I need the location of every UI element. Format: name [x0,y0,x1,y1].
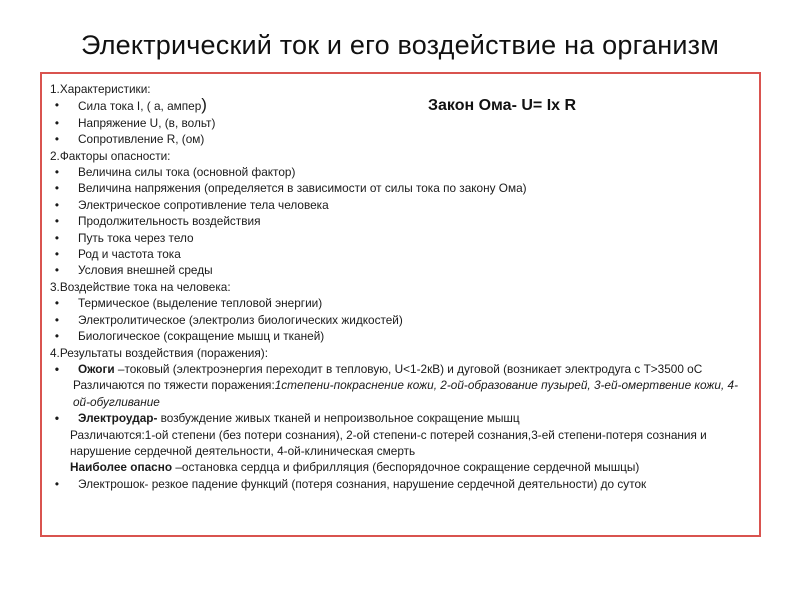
bullet-dot: • [54,411,60,426]
slide-title: Электрический ток и его воздействие на организм [81,30,719,60]
content-box [40,72,761,537]
list-item-shock [48,410,753,426]
list-item-text: Условия внешней среды [78,263,213,278]
list-item [48,262,753,278]
list-item [48,131,753,147]
bullet-dot: • [54,329,60,344]
bullet-dot: • [54,263,60,278]
list-item-electroshock [48,476,753,492]
list-item [48,115,753,131]
list-item [48,328,753,344]
list-item [48,97,753,114]
list-item-text: Биологическое (сокращение мышц и тканей) [78,329,325,344]
bullet-dot: • [54,98,60,113]
list-item-text: Сила тока I, ( а, ампер [78,99,202,114]
list-item-text: Электрическое сопротивление тела человека [78,197,329,212]
list-item-paren: ) [201,95,207,115]
burns-label: Ожоги [78,361,118,376]
list-item-burns [48,361,753,377]
section-4-heading: 4.Результаты воздействия (поражения): [50,345,268,360]
list-item [48,180,753,196]
bullet-dot: • [54,132,60,147]
list-item-text: Электролитическое (электролиз биологических жидкостей) [78,312,403,327]
list-item-text: Род и частота тока [78,247,181,262]
section-3-heading: 3.Воздействие тока на человека: [50,279,231,294]
burns-text: –токовый (электроэнергия переходит в тепловую, U<1-2кВ) и дуговой (возникает электродуга с Т>3500 oC [117,361,703,376]
bullet-dot: • [54,165,60,180]
list-item [48,164,753,180]
list-item [48,295,753,311]
shock-text: возбуждение живых тканей и непроизвольное сокращение мышц [157,411,520,426]
electroshock-text: Электрошок- резкое падение функций (потеря сознания, нарушение сердечной деятельности) до суток [78,476,647,491]
bullet-dot: • [54,476,60,491]
list-item [48,312,753,328]
list-item-text: Путь тока через тело [78,230,194,245]
burn-degrees-lead: Различаются по тяжести поражения: [73,378,275,393]
ohm-law-formula: Закон Ома- U= Iх R [428,97,577,114]
list-item [48,230,753,246]
shock-degrees: Различаются:1-ой степени (без потери сознания), 2-ой степени-с потерей сознания,3-ей степени-потеря сознания и нарушение сердечной деятельности, 4-ой-клиническая смерть [70,427,707,458]
bullet-dot: • [54,197,60,212]
list-item [48,213,753,229]
most-dangerous-text: –остановка сердца и фибрилляция (беспорядочное сокращение сердечной мышцы) [175,460,640,475]
bullet-dot: • [54,214,60,229]
list-item [48,197,753,213]
bullet-dot: • [54,230,60,245]
bullet-dot: • [54,361,60,376]
list-item-text: Продолжительность воздействия [78,214,261,229]
bullet-dot: • [54,115,60,130]
bullet-dot: • [54,312,60,327]
list-item-text: Термическое (выделение тепловой энергии) [78,296,323,311]
burn-degrees [48,377,753,410]
section-2-heading: 2.Факторы опасности: [50,148,171,163]
shock-label: Электроудар- [78,411,158,426]
section-1-heading: 1.Характеристики: [50,82,151,96]
list-item [48,246,753,262]
list-item-text: Напряжение U, (в, вольт) [78,115,216,130]
burn-degrees-italic: 1степени-покраснение кожи, 2-ой-образование пузырей, 3-ей-омертвение кожи, 4-ой-обугливание [73,378,739,409]
bullet-dot: • [54,181,60,196]
most-dangerous [48,459,753,475]
list-item-text: Сопротивление R, (ом) [78,132,205,147]
most-dangerous-label: Наиболее опасно [70,460,176,475]
list-item-text: Величина напряжения (определяется в зависимости от силы тока по закону Ома) [78,181,527,196]
bullet-dot: • [54,296,60,311]
list-item-text: Величина силы тока (основной фактор) [78,165,296,180]
bullet-dot: • [54,247,60,262]
